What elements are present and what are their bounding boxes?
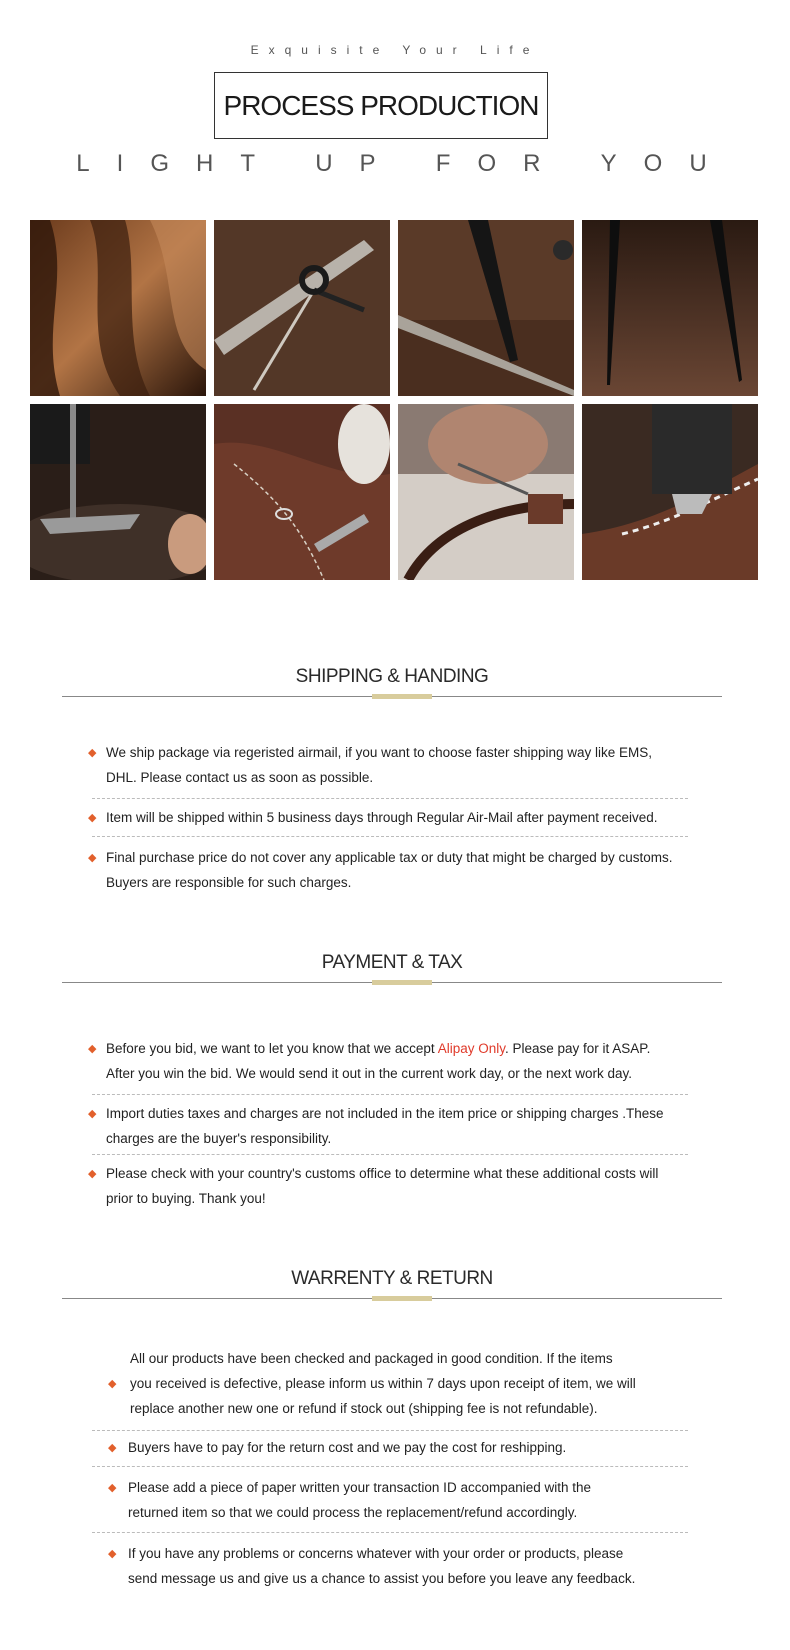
shipping-item-3-line2: Buyers are responsible for such charges. [106, 875, 352, 890]
diamond-bullet-icon: ◆ [88, 1168, 97, 1180]
diamond-bullet-icon: ◆ [108, 1442, 117, 1454]
payment-item-3-line2: prior to buying. Thank you! [106, 1191, 266, 1206]
payment-item-3 [88, 1161, 708, 1211]
page-title-box [214, 72, 548, 139]
dashed-divider [92, 836, 688, 837]
shipping-item-2 [88, 805, 708, 830]
knife-cutting-photo [398, 220, 574, 396]
dashed-divider [92, 1532, 688, 1533]
warranty-item-3-line2: returned item so that we could process the replacement/refund accordingly. [128, 1505, 578, 1520]
warranty-heading [62, 1268, 722, 1290]
divider-marking-photo [582, 220, 758, 396]
payment-item-2-line1: Import duties taxes and charges are not included in the item price or shipping charges .These [106, 1106, 664, 1121]
payment-accent [372, 980, 432, 985]
warranty-accent [372, 1296, 432, 1301]
shipping-accent [372, 694, 432, 699]
diamond-bullet-icon: ◆ [88, 1108, 97, 1120]
diamond-bullet-icon: ◆ [108, 1548, 117, 1560]
shipping-item-2-line1: Item will be shipped within 5 business days through Regular Air-Mail after payment received. [106, 810, 658, 825]
hand-stitching-photo [214, 404, 390, 580]
warranty-item-1 [108, 1346, 728, 1421]
shipping-item-1-line2: DHL. Please contact us as soon as possible. [106, 770, 374, 785]
shipping-heading [62, 666, 722, 688]
warranty-item-3-line1: Please add a piece of paper written your transaction ID accompanied with the [128, 1480, 592, 1495]
shipping-item-1-line1: We ship package via regeristed airmail, if you want to choose faster shipping way like EMS, [106, 745, 653, 760]
payment-item-2-line2: charges are the buyer's responsibility. [106, 1131, 332, 1146]
shipping-item-1 [88, 740, 708, 790]
payment-item-2 [88, 1101, 708, 1151]
warranty-heading-text: WARRENTY & RETURN [291, 1268, 493, 1289]
payment-item-1-line1 [106, 1036, 650, 1061]
diamond-bullet-icon: ◆ [88, 812, 97, 824]
payment-heading [62, 952, 722, 974]
alipay-highlight: Alipay Only [437, 1041, 505, 1056]
payment-text: Before you bid, we want to let you know that we accept [106, 1041, 438, 1056]
diamond-bullet-icon: ◆ [108, 1378, 117, 1390]
diamond-bullet-icon: ◆ [88, 1043, 97, 1055]
dashed-divider [92, 798, 688, 799]
warranty-item-1-line2: you received is defective, please inform us within 7 days upon receipt of item, we will [130, 1376, 636, 1391]
warranty-item-1-line1: All our products have been checked and packaged in good condition. If the items [130, 1351, 613, 1366]
dashed-divider [92, 1466, 688, 1467]
subtitle: LIGHT UP FOR YOU [76, 150, 734, 177]
dashed-divider [92, 1154, 688, 1155]
diamond-bullet-icon: ◆ [88, 747, 97, 759]
warranty-item-4 [108, 1541, 728, 1591]
leather-draping-photo [30, 220, 206, 396]
payment-text: . Please pay for it ASAP. [504, 1041, 651, 1056]
sewing-machine-photo [30, 404, 206, 580]
edge-trimming-photo [398, 404, 574, 580]
warranty-item-4-line1: If you have any problems or concerns whatever with your order or products, please [128, 1546, 624, 1561]
machine-stitching-photo [582, 404, 758, 580]
page-title: PROCESS PRODUCTION [223, 89, 539, 121]
warranty-item-3 [108, 1475, 728, 1525]
shipping-item-3 [88, 845, 708, 895]
payment-item-1 [88, 1036, 708, 1086]
payment-item-1-line2: After you win the bid. We would send it out in the current work day, or the next work day. [106, 1066, 633, 1081]
diamond-bullet-icon: ◆ [88, 852, 97, 864]
tagline: Exquisite Your Life [250, 43, 540, 57]
compass-divider-photo [214, 220, 390, 396]
warranty-item-2 [108, 1435, 728, 1460]
warranty-item-2-line1: Buyers have to pay for the return cost and we pay the cost for reshipping. [128, 1440, 567, 1455]
payment-item-3-line1: Please check with your country's customs office to determine what these additional costs will [106, 1166, 659, 1181]
shipping-item-3-line1: Final purchase price do not cover any applicable tax or duty that might be charged by customs. [106, 850, 673, 865]
warranty-item-1-line3: replace another new one or refund if stock out (shipping fee is not refundable). [130, 1401, 598, 1416]
warranty-item-4-line2: send message us and give us a chance to assist you before you leave any feedback. [128, 1571, 636, 1586]
payment-heading-text: PAYMENT & TAX [321, 952, 463, 973]
shipping-heading-text: SHIPPING & HANDING [295, 666, 489, 687]
dashed-divider [92, 1430, 688, 1431]
dashed-divider [92, 1094, 688, 1095]
diamond-bullet-icon: ◆ [108, 1482, 117, 1494]
